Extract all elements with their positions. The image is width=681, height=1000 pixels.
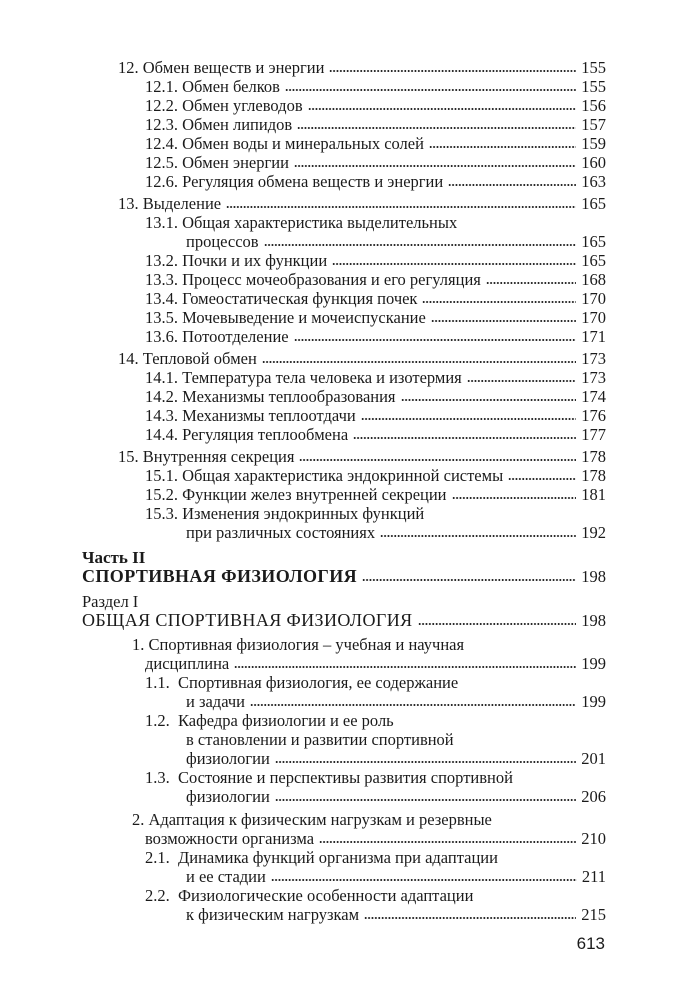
section-title: Обмен белков (182, 77, 280, 96)
dot-leader (332, 262, 576, 266)
toc-entry-title (145, 406, 356, 425)
toc-entry-title-cont: к физическим нагрузкам (186, 905, 360, 924)
section-title: Функции желез внутренней секреции (182, 485, 447, 504)
dot-leader (299, 458, 576, 462)
dot-leader (275, 798, 576, 802)
toc-entry-1-1-line1 (145, 673, 606, 692)
section-title: Процесс мочеобразования и его регуляция (182, 270, 481, 289)
dot-leader (353, 436, 576, 440)
toc-entry-13-6[interactable] (145, 327, 606, 346)
section-number: 2.2. (145, 886, 170, 905)
toc-entry-13-2[interactable] (145, 251, 606, 270)
toc-entry-15-2[interactable] (145, 485, 606, 504)
dot-leader (467, 379, 576, 383)
section-title: Физиологические особенности адаптации (178, 886, 474, 905)
toc-entry-page: 198 (581, 611, 606, 630)
toc-entry-page: 159 (581, 134, 606, 153)
section-title: Обмен энергии (182, 153, 289, 172)
section-title: Регуляция теплообмена (182, 425, 349, 444)
toc-entry-page: 171 (581, 327, 606, 346)
toc-entry-page: 198 (581, 567, 606, 586)
section-title: Изменения эндокринных функций (182, 504, 425, 523)
dot-leader (418, 622, 577, 626)
dot-leader (429, 145, 576, 149)
toc-entry-2-1[interactable] (186, 867, 606, 886)
toc-entry-title (145, 368, 462, 387)
toc-entry-13-1[interactable] (186, 232, 606, 251)
section-number: 12.4. (145, 134, 178, 153)
toc-entry-title-cont: процессов (186, 232, 259, 251)
toc-entry-12-2[interactable] (145, 96, 606, 115)
toc-entry-page: 165 (581, 251, 606, 270)
toc-entry-title: 13. Выделение (118, 194, 222, 213)
toc-entry-title (145, 466, 503, 485)
section-number: 15.3. (145, 504, 178, 523)
toc-entry-chapter-15[interactable] (118, 447, 606, 466)
toc-entry-page: 173 (581, 349, 606, 368)
section-title: Общая характеристика эндокринной системы (182, 466, 504, 485)
section-title: Мочевыведение и мочеиспускание (182, 308, 426, 327)
toc-entry-title: 12. Обмен веществ и энергии (118, 58, 325, 77)
toc-entry-page: 211 (581, 867, 606, 886)
section-title: Гомеостатическая функция почек (182, 289, 418, 308)
toc-entry-title (145, 289, 417, 308)
section-number: 13.6. (145, 327, 178, 346)
toc-entry-page: 206 (581, 787, 606, 806)
toc-entry-page: 210 (581, 829, 606, 848)
section-number: 14.3. (145, 406, 178, 425)
toc-entry-title-cont: возможности организма (145, 829, 315, 848)
toc-entry-1-2-line2: в становлении и развитии спортивной (186, 730, 454, 749)
toc-entry-title: 14. Тепловой обмен (118, 349, 257, 368)
section-title: Почки и их функции (182, 251, 328, 270)
dot-leader (401, 398, 577, 402)
section-title: Обмен углеводов (182, 96, 303, 115)
toc-entry-title (145, 327, 289, 346)
dot-leader (275, 760, 576, 764)
toc-entry-2-1-line1 (145, 848, 606, 867)
toc-entry-title (145, 77, 280, 96)
dot-leader (431, 319, 576, 323)
section-title: Потоотделение (182, 327, 289, 346)
toc-entry-title (145, 172, 443, 191)
toc-entry-13-5[interactable] (145, 308, 606, 327)
section-title: Регуляция обмена веществ и энергии (182, 172, 444, 191)
dot-leader (452, 496, 577, 500)
dot-leader (364, 916, 576, 920)
dot-leader (297, 126, 576, 130)
toc-entry-page: 199 (581, 692, 606, 711)
dot-leader (271, 878, 577, 882)
toc-entry-chapter-2-line1: 2. Адаптация к физическим нагрузкам и резервные (132, 810, 492, 829)
dot-leader (361, 417, 577, 421)
section-number: 13.3. (145, 270, 178, 289)
toc-entry-13-4[interactable] (145, 289, 606, 308)
dot-leader (329, 69, 576, 73)
dot-leader (380, 534, 576, 538)
section-title: Динамика функций организма при адаптации (178, 848, 498, 867)
section-title: Общая характеристика выделительных (182, 213, 458, 232)
section-number: 15.1. (145, 466, 178, 485)
toc-entry-razdel-1[interactable] (82, 611, 606, 630)
toc-entry-page: 170 (581, 289, 606, 308)
section-number: 14.4. (145, 425, 178, 444)
dot-leader (294, 164, 576, 168)
toc-entry-chapter-1-line1: 1. Спортивная физиология – учебная и научная (132, 635, 465, 654)
section-number: 13.5. (145, 308, 178, 327)
section-number: 12.6. (145, 172, 178, 191)
section-title: Обмен воды и минеральных солей (182, 134, 424, 153)
toc-entry-chapter-14[interactable] (118, 349, 606, 368)
section-number: 1.2. (145, 711, 170, 730)
toc-entry-15-3-line1 (145, 504, 606, 523)
toc-entry-14-1[interactable] (145, 368, 606, 387)
section-number: 14.2. (145, 387, 178, 406)
section-label: Раздел I (82, 592, 139, 611)
section-number: 12.1. (145, 77, 178, 96)
toc-entry-chapter-13[interactable] (118, 194, 606, 213)
section-title: Механизмы теплоотдачи (182, 406, 356, 425)
toc-entry-15-1[interactable] (145, 466, 606, 485)
toc-entry-1-3[interactable] (186, 787, 606, 806)
toc-entry-title-cont: и ее стадии (186, 867, 266, 886)
toc-entry-title-cont: при различных состояниях (186, 523, 376, 542)
toc-entry-12-5[interactable] (145, 153, 606, 172)
section-number: 12.5. (145, 153, 178, 172)
toc-entry-2-2-line1 (145, 886, 606, 905)
dot-leader (448, 183, 576, 187)
dot-leader (508, 477, 576, 481)
toc-entry-page: 181 (581, 485, 606, 504)
toc-entry-13-3[interactable] (145, 270, 606, 289)
toc-entry-12-1[interactable] (145, 77, 606, 96)
dot-leader (486, 281, 576, 285)
toc-entry-1-3-line1 (145, 768, 606, 787)
part-title: СПОРТИВНАЯ ФИЗИОЛОГИЯ (82, 566, 358, 586)
toc-entry-14-2[interactable] (145, 387, 606, 406)
toc-entry-page: 168 (581, 270, 606, 289)
toc-entry-12-4[interactable] (145, 134, 606, 153)
section-number: 12.3. (145, 115, 178, 134)
toc-entry-1-1[interactable] (186, 692, 606, 711)
toc-entry-page: 201 (581, 749, 606, 768)
toc-entry-title (145, 153, 289, 172)
toc-entry-title (145, 308, 426, 327)
dot-leader (362, 578, 576, 582)
toc-entry-title (145, 134, 424, 153)
dot-leader (250, 703, 576, 707)
section-number: 13.4. (145, 289, 178, 308)
toc-entry-page: 165 (581, 232, 606, 251)
dot-leader (308, 107, 577, 111)
page-number: 613 (576, 934, 605, 953)
dot-leader (264, 243, 577, 247)
toc-entry-14-4[interactable] (145, 425, 606, 444)
toc-entry-1-2[interactable] (186, 749, 606, 768)
section-number: 13.1. (145, 213, 178, 232)
toc-entry-title (145, 387, 396, 406)
toc-entry-title (145, 425, 348, 444)
toc-entry-page: 173 (581, 368, 606, 387)
toc-entry-12-3[interactable] (145, 115, 606, 134)
dot-leader (234, 665, 576, 669)
section-number: 14.1. (145, 368, 178, 387)
toc-entry-title-cont: физиологии (186, 787, 270, 806)
section-title: Механизмы теплообразования (182, 387, 396, 406)
toc-entry-title-cont: физиологии (186, 749, 270, 768)
toc-entry-title-cont: и задачи (186, 692, 245, 711)
section-number: 15.2. (145, 485, 178, 504)
toc-entry-page: 178 (581, 466, 606, 485)
section-title: Спортивная физиология, ее содержание (178, 673, 459, 692)
toc-entry-title (145, 485, 447, 504)
toc-entry-title (145, 115, 292, 134)
dot-leader (262, 360, 576, 364)
part-label: Часть II (82, 548, 146, 567)
toc-entry-title (145, 96, 303, 115)
toc-entry-15-3[interactable] (186, 523, 606, 542)
toc-entry-page: 192 (581, 523, 606, 542)
toc-entry-page: 156 (581, 96, 606, 115)
toc-entry-page: 176 (581, 406, 606, 425)
section-title: Обмен липидов (182, 115, 293, 134)
toc-entry-page: 163 (581, 172, 606, 191)
dot-leader (422, 300, 576, 304)
toc-entry-page: 215 (581, 905, 606, 924)
section-number: 2.1. (145, 848, 170, 867)
toc-entry-1-2-line1 (145, 711, 606, 730)
dot-leader (294, 338, 577, 342)
toc-entry-chapter-12[interactable] (118, 58, 606, 77)
toc-entry-page: 177 (581, 425, 606, 444)
section-number: 1.3. (145, 768, 170, 787)
section-number: 13.2. (145, 251, 178, 270)
toc-entry-page: 174 (581, 387, 606, 406)
toc-entry-page: 178 (581, 447, 606, 466)
toc-entry-page: 160 (581, 153, 606, 172)
toc-entry-chapter-1[interactable] (145, 654, 606, 673)
toc-entry-title: 15. Внутренняя секреция (118, 447, 295, 466)
toc-entry-page: 157 (581, 115, 606, 134)
toc-entry-part-2[interactable] (82, 567, 606, 586)
toc-entry-page: 155 (581, 77, 606, 96)
section-title: Температура тела человека и изотермия (182, 368, 462, 387)
toc-entry-chapter-2[interactable] (145, 829, 606, 848)
section-number: 1.1. (145, 673, 170, 692)
toc-entry-13-1-line1 (145, 213, 606, 232)
toc-entry-page: 170 (581, 308, 606, 327)
toc-entry-title (145, 270, 481, 289)
dot-leader (285, 88, 576, 92)
toc-entry-title-cont: дисциплина (145, 654, 230, 673)
toc-entry-page: 165 (581, 194, 606, 213)
section-number: 12.2. (145, 96, 178, 115)
dot-leader (319, 840, 576, 844)
toc-entry-page: 155 (581, 58, 606, 77)
section-title: Кафедра физиологии и ее роль (178, 711, 394, 730)
toc-entry-page: 199 (581, 654, 606, 673)
dot-leader (226, 205, 576, 209)
section-title: Состояние и перспективы развития спортивной (178, 768, 513, 787)
toc-entry-title (145, 251, 327, 270)
toc-entry-12-6[interactable] (145, 172, 606, 191)
toc-entry-14-3[interactable] (145, 406, 606, 425)
razdel-title: ОБЩАЯ СПОРТИВНАЯ ФИЗИОЛОГИЯ (82, 610, 413, 630)
toc-entry-2-2[interactable] (186, 905, 606, 924)
